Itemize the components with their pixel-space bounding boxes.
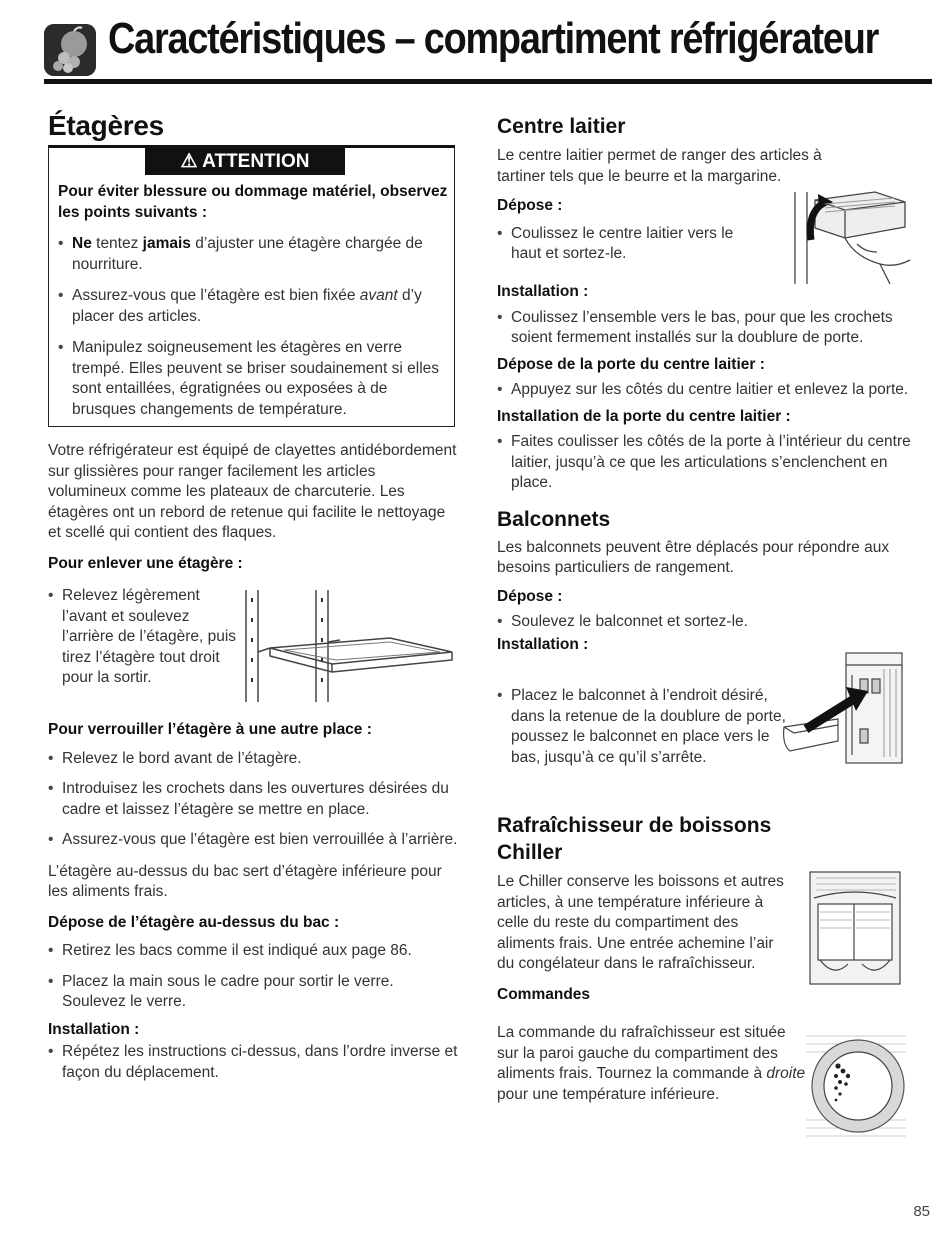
attention-item: • Ne tentez jamais d’ajuster une étagère chargée de nourriture. [58,234,448,275]
page-number: 85 [913,1203,930,1220]
install-text: • Répétez les instructions ci-dessus, dans l’ordre inverse et façon du déplacement. [48,1042,458,1083]
centre-intro: Le centre laitier permet de ranger des articles à tartiner tels que le beurre et la margarine. [497,147,822,185]
above-bin-text: L’étagère au-dessus du bac sert d’étagère inférieure pour les aliments frais. [48,862,442,900]
section-title-chiller: Rafraîchisseur de boissons Chiller [497,814,772,864]
section-title-centre-laitier: Centre laitier [497,115,626,138]
chiller-commands-text: La commande du rafraîchisseur est située sur la paroi gauche du compartiment des aliments frais. Tournez la commande à droite pour une température inférieure. [497,1024,806,1103]
balconnets-intro: Les balconnets peuvent être déplacés pour répondre aux besoins particuliers de rangement. [497,538,890,576]
list-item: • Introduisez les crochets dans les ouvertures désirées du cadre et laissez l’étagère se mettre en place. [48,779,458,820]
shelf-illustration [240,590,460,705]
chiller-control-dial [806,1030,906,1142]
chiller-illustration [806,868,904,988]
remove-shelf-title: Pour enlever une étagère : [48,554,243,572]
fruit-icon [44,24,96,76]
centre-depose-text: • Coulissez le centre laitier vers le haut et sortez-le. [497,224,767,265]
balconnets-install-text: • Placez le balconnet à l’endroit désiré, dans la retenue de la doublure de porte, poussez le balconnet en place vers le bas, jusqu’à ce qu’il s’arrête. [497,686,787,768]
centre-depose-title: Dépose : [497,197,563,214]
door-bin-illustration [776,645,906,765]
centre-door-install-text: • Faites coulisser les côtés de la porte à l’intérieur du centre laitier, jusqu’à ce que les articulations s’enclenchent en place. [497,432,917,494]
list-item: • Placez la main sous le cadre pour sortir le verre. Soulevez le verre. [48,972,458,1013]
list-item: • Relevez le bord avant de l’étagère. [48,749,458,770]
attention-label: ⚠ ATTENTION [145,148,345,175]
section-title-etageres: Étagères [48,110,164,141]
warning-icon: ⚠ [180,151,198,172]
balconnets-depose-text: • Soulevez le balconnet et sortez-le. [497,612,917,633]
lock-shelf-title: Pour verrouiller l’étagère à une autre place : [48,721,372,738]
centre-install-title: Installation : [497,283,589,300]
chiller-intro: Le Chiller conserve les boissons et autres articles, à une température inférieure à celle du reste du compartiment des aliments frais. Une entrée achemine l’air du congélateur dans le rafraîchisseur. [497,873,784,972]
remove-shelf-text: • Relevez légèrement l’avant et soulevez l’arrière de l’étagère, puis tirez l’étagère tout droit pour la sortir. [48,586,238,689]
header-rule [44,79,932,84]
dairy-center-illustration [785,172,915,287]
attention-item: • Assurez-vous que l’étagère est bien fixée avant d’y placer des articles. [58,286,448,327]
above-bin-title: Dépose de l’étagère au-dessus du bac : [48,913,340,931]
centre-door-depose-title: Dépose de la porte du centre laitier : [497,355,765,373]
attention-intro: Pour éviter blessure ou dommage matériel, observez les points suivants : [58,183,448,221]
list-item: • Assurez-vous que l’étagère est bien verrouillée à l’arrière. [48,830,458,851]
attention-content [58,181,448,420]
list-item: • Retirez les bacs comme il est indiqué aux page 86. [48,941,458,962]
install-title: Installation : [48,1020,140,1038]
chiller-commands-title: Commandes [497,985,591,1003]
balconnets-depose-title: Dépose : [497,587,563,605]
shelves-intro: Votre réfrigérateur est équipé de clayettes antidébordement sur glissières pour ranger facilement les articles volumineux comme les plateaux de charcuterie. Les étagères ont un rebord de retenue qui facilite le nettoyage et scellé qui contient des flaques. [48,442,457,541]
page-title: Caractéristiques – compartiment réfrigérateur [108,14,879,63]
attention-item: • Manipulez soigneusement les étagères en verre trempé. Elles peuvent se briser soudainement si elles sont entaillées, égratignées ou exposées à de brusques changements de température. [58,338,448,420]
balconnets-install-title: Installation : [497,635,589,653]
centre-install-text: • Coulissez l’ensemble vers le bas, pour que les crochets soient fermement installés sur la doublure de porte. [497,308,917,349]
section-title-balconnets: Balconnets [497,507,611,531]
centre-door-depose-text: • Appuyez sur les côtés du centre laitier et enlevez la porte. [497,380,917,401]
centre-door-install-title: Installation de la porte du centre laitier : [497,407,791,425]
